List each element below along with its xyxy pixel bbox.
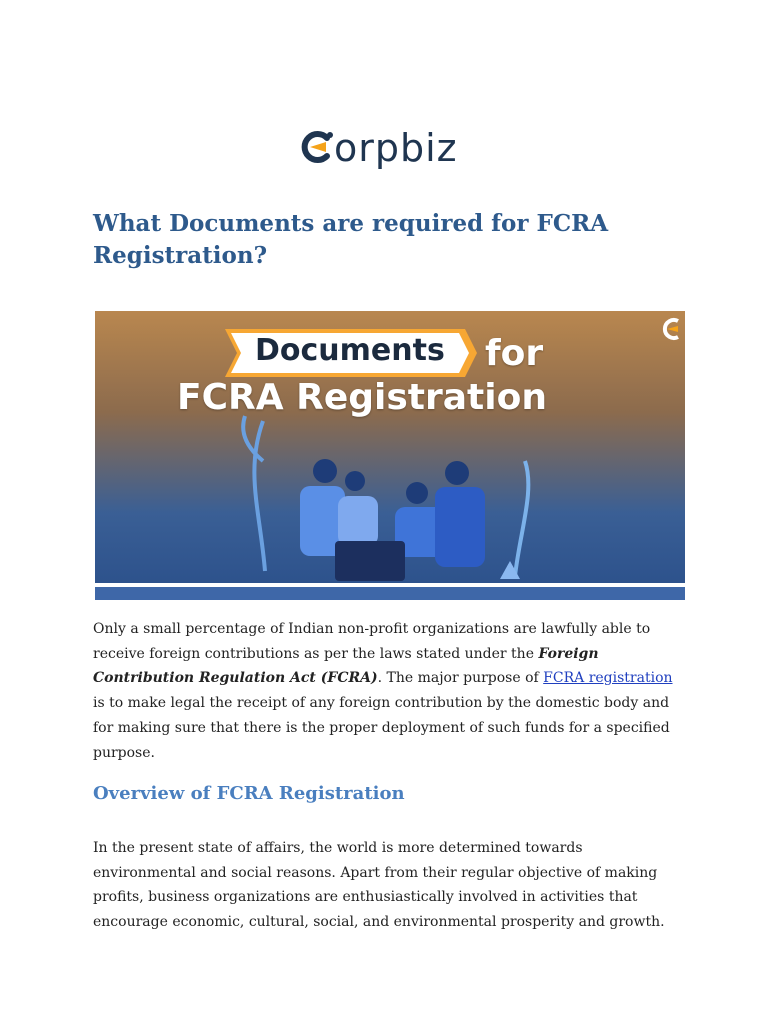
- logo-wordmark: orpbiz: [334, 126, 458, 170]
- overview-paragraph: In the present state of affairs, the world is more determined towards environmental and social reasons. Apart from their regular objective of making profits, business organizations are enthusiastically involved in activities that encourage economic, cultural, social, and environmental prosperity and growth.: [93, 840, 665, 931]
- banner-image: [95, 311, 685, 600]
- banner-tag-text: Documents: [255, 333, 445, 368]
- fcra-registration-link[interactable]: FCRA registration: [543, 670, 673, 687]
- banner-for-text: for: [485, 333, 544, 374]
- corpbiz-logo: [300, 124, 470, 174]
- page-title: What Documents are required for FCRA Registration?: [93, 210, 609, 269]
- banner-headline: FCRA Registration: [177, 377, 547, 418]
- corpbiz-c-icon: [300, 130, 334, 164]
- overview-heading: Overview of FCRA Registration: [93, 783, 405, 804]
- fcra-act-name: Foreign Contribution Regulation Act (FCRA): [93, 645, 599, 687]
- intro-paragraph: Only a small percentage of Indian non-profit organizations are lawfully able to receive foreign contributions as per the laws stated under the Foreign Contribution Regulation Act (FCRA). The major purpose of FCRA registration is to make legal the receipt of any foreign contribution by the domestic body and for making sure that there is the proper deployment of such funds for a specified purpose.: [93, 621, 673, 761]
